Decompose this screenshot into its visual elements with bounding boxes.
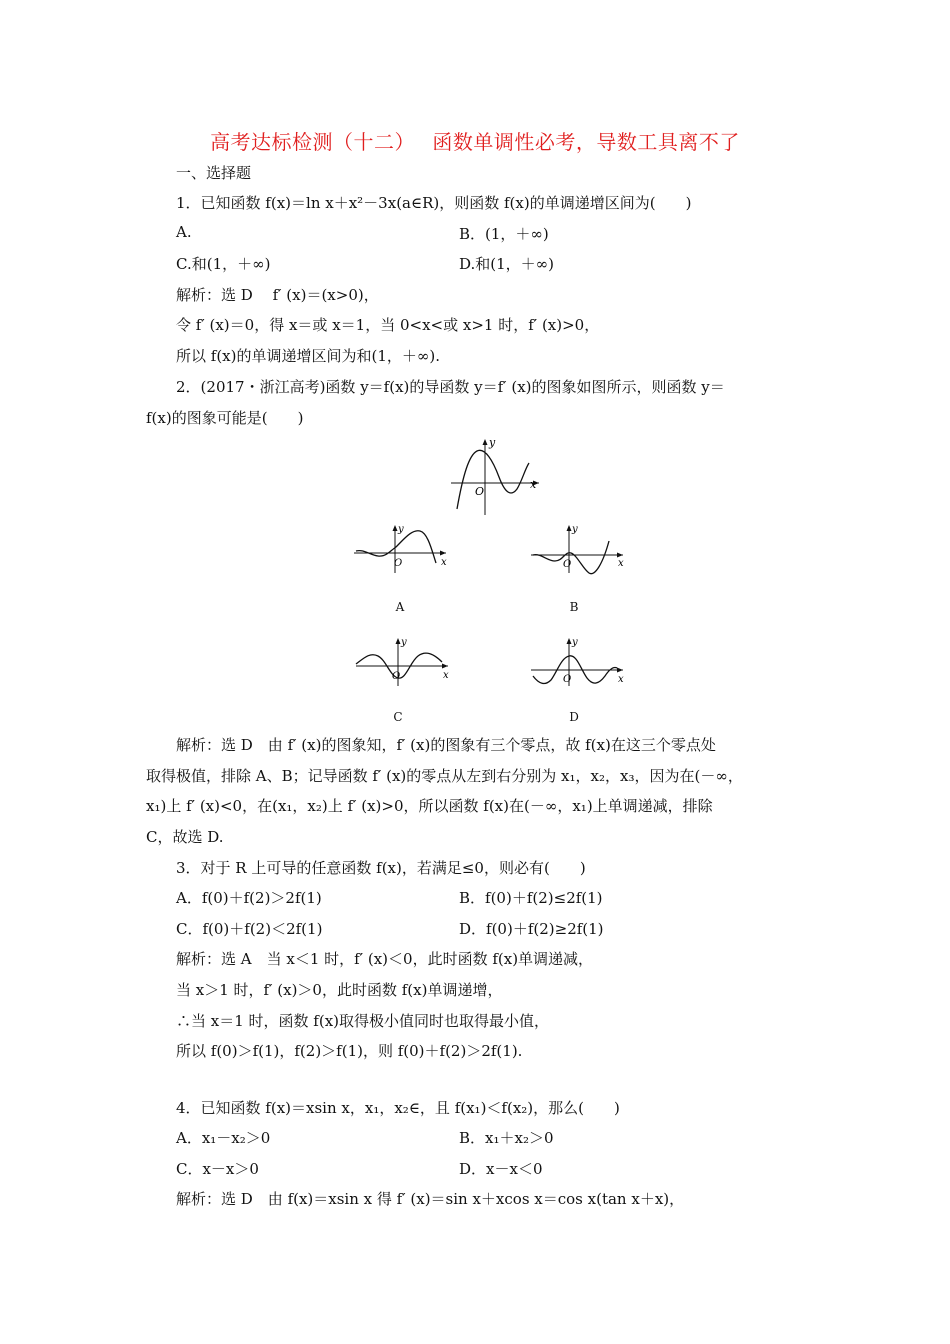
q3-option-c: C．f(0)＋f(2)＜2f(1)	[176, 920, 323, 938]
q3-solution-line: 解析：选 A 当 x＜1 时，f′ (x)＜0，此时函数 f(x)单调递减，	[176, 950, 594, 968]
page-title: 高考达标检测（十二） 函数单调性必考，导数工具离不了	[210, 130, 740, 154]
q2-stem: 2．(2017・浙江高考)函数 y＝f(x)的导函数 y＝f′ (x)的图象如图所示，则函数 y＝	[176, 378, 725, 396]
q2-stem: f(x)的图象可能是( )	[146, 409, 304, 427]
y-axis-arrow	[483, 439, 488, 445]
option-d-graph	[527, 636, 627, 688]
q4-solution-line: 解析：选 D 由 f(x)＝xsin x 得 f′ (x)＝sin x＋xcos x＝cos x(tan x＋x)，	[176, 1190, 685, 1208]
q1-solution-line: 令 f′ (x)＝0，得 x＝或 x＝1，当 0<x<或 x>1 时，f′ (x)>0，	[176, 316, 600, 334]
y-label: y	[489, 436, 496, 449]
x-axis-arrow	[617, 668, 623, 673]
q3-solution-line: ∴当 x＝1 时，函数 f(x)取得极小值同时也取得最小值，	[176, 1012, 550, 1030]
x-axis-arrow	[440, 551, 446, 556]
q1-stem: 1．已知函数 f(x)＝ln x＋x²－3x(a∈R)，则函数 f(x)的单调递增区间为( )	[176, 194, 692, 212]
x-label: x	[618, 674, 624, 685]
q2-solution-line: x₁)上 f′ (x)<0，在(x₁，x₂)上 f′ (x)>0，所以函数 f(x)在(－∞，x₁)上单调递减，排除	[146, 797, 713, 815]
q2-solution-line: 解析：选 D 由 f′ (x)的图象知，f′ (x)的图象有三个零点，故 f(x)在这三个零点处	[176, 736, 716, 754]
caption-c: C	[393, 710, 403, 724]
option-b-graph	[527, 523, 627, 575]
x-label: x	[441, 557, 447, 568]
y-axis-arrow	[567, 525, 572, 531]
q1-option-d: D.和(1，＋∞)	[459, 255, 555, 273]
q3-stem: 3．对于 R 上可导的任意函数 f(x)，若满足≤0，则必有( )	[176, 859, 586, 877]
q1-solution-line: 所以 f(x)的单调递增区间为和(1，＋∞).	[176, 347, 440, 365]
option-a-graph	[350, 523, 450, 575]
q2-solution-line: C，故选 D.	[146, 828, 224, 846]
x-label: x	[618, 558, 624, 569]
option-c-graph	[352, 636, 452, 688]
q3-option-d: D．f(0)＋f(2)≥2f(1)	[459, 920, 604, 938]
x-label: x	[530, 478, 537, 491]
q1-option-a: A.	[176, 223, 192, 241]
origin-label: O	[563, 674, 572, 685]
caption-a: A	[395, 600, 405, 614]
y-axis-arrow	[393, 525, 398, 531]
q1-solution-line: 解析：选 D f′ (x)＝(x>0)，	[176, 286, 379, 304]
derivative-curve	[457, 450, 529, 509]
x-axis-arrow	[617, 553, 623, 558]
y-label: y	[398, 524, 404, 535]
y-label: y	[401, 637, 407, 648]
q4-stem: 4．已知函数 f(x)＝xsin x，x₁，x₂∈，且 f(x₁)＜f(x₂)，那么( )	[176, 1099, 620, 1117]
q4-option-a: A．x₁－x₂＞0	[176, 1129, 271, 1147]
caption-b: B	[569, 600, 579, 614]
caption-d: D	[569, 710, 579, 724]
derivative-graph	[445, 435, 545, 517]
origin-label: O	[563, 559, 572, 570]
q3-option-b: B．f(0)＋f(2)≤2f(1)	[459, 889, 603, 907]
q3-option-a: A．f(0)＋f(2)＞2f(1)	[176, 889, 322, 907]
y-label: y	[572, 637, 578, 648]
q4-option-c: C．x－x＞0	[176, 1160, 259, 1178]
x-axis-arrow	[442, 664, 448, 669]
section-heading: 一、选择题	[176, 164, 252, 182]
origin-label: O	[475, 485, 485, 498]
origin-label: O	[394, 558, 403, 569]
y-label: y	[572, 524, 578, 535]
q3-solution-line: 当 x＞1 时，f′ (x)＞0，此时函数 f(x)单调递增，	[176, 981, 503, 999]
y-axis-arrow	[567, 638, 572, 644]
q4-option-d: D．x－x＜0	[459, 1160, 543, 1178]
q3-solution-line: 所以 f(0)＞f(1)，f(2)＞f(1)，则 f(0)＋f(2)＞2f(1).	[176, 1042, 523, 1060]
origin-label: O	[392, 671, 401, 682]
x-label: x	[443, 670, 449, 681]
q1-option-b: B．(1，＋∞)	[459, 225, 549, 243]
q4-option-b: B．x₁＋x₂＞0	[459, 1129, 554, 1147]
q1-option-c: C.和(1，＋∞)	[176, 255, 271, 273]
y-axis-arrow	[396, 638, 401, 644]
q2-solution-line: 取得极值，排除 A、B；记导函数 f′ (x)的零点从左到右分别为 x₁，x₂，x₃，因为在(－∞，	[146, 767, 743, 785]
